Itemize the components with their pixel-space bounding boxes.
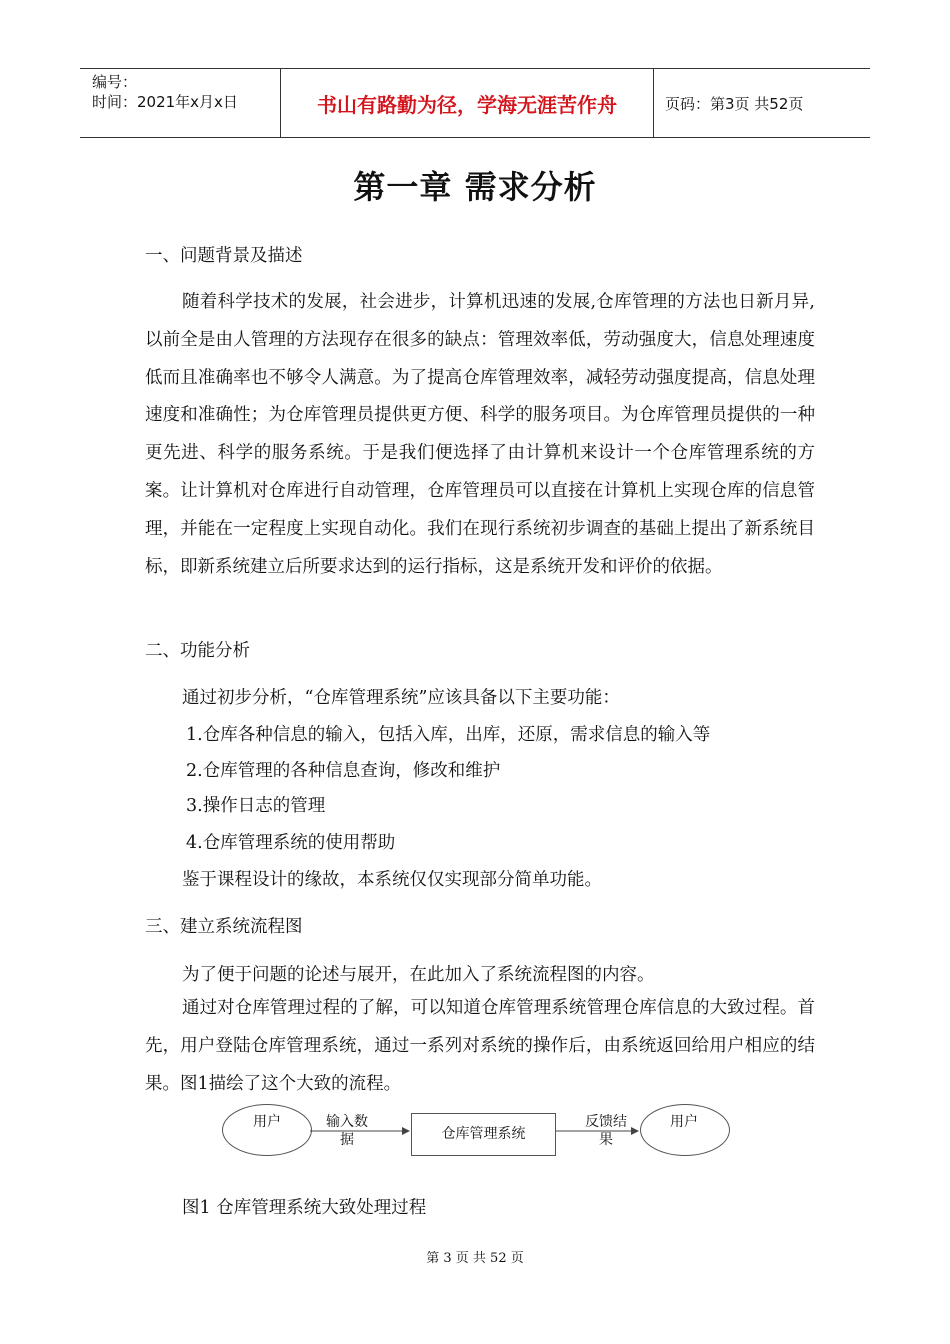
section-3-paragraph: 通过对仓库管理过程的了解，可以知道仓库管理系统管理仓库信息的大致过程。首先，用户登陆仓库管理系统，通过一系列对系统的操作后，由系统返回给用户相应的结果。图1描绘了这个大致的流程。	[145, 998, 815, 1094]
section-1-paragraph: 随着科学技术的发展，社会进步，计算机迅速的发展,仓库管理的方法也日新月异,以前全是由人管理的方法现存在很多的缺点：管理效率低，劳动强度大，信息处理速度低而且准确率也不够令人满意。为了提高仓库管理效率，减轻劳动强度提高，信息处理速度和准确性；为仓库管理员提供更方便、科学的服务项目。为仓库管理员提供的一种更先进、科学的服务系统。于是我们便选择了由计算机来设计一个仓库管理系统的方案。让计算机对仓库进行自动管理，仓库管理员可以直接在计算机上实现仓库的信息管理，并能在一定程度上实现自动化。我们在现行系统初步调查的基础上提出了新系统目标，即新系统建立后所要求达到的运行指标，这是系统开发和评价的依据。	[145, 292, 815, 577]
section-2-note: 鉴于课程设计的缘故，本系统仅仅实现部分简单功能。	[182, 870, 602, 890]
function-item-3: 3.操作日志的管理	[186, 796, 326, 816]
function-item-2: 2.仓库管理的各种信息查询，修改和维护	[186, 761, 501, 781]
section-1-heading: 一、问题背景及描述	[145, 246, 303, 266]
section-3-heading: 三、建立系统流程图	[145, 917, 303, 937]
chapter-title: 第一章 需求分析	[353, 168, 597, 206]
figure-caption: 图1 仓库管理系统大致处理过程	[182, 1198, 427, 1218]
function-item-4: 4.仓库管理系统的使用帮助	[186, 833, 396, 853]
input-label-line-1: 输入数	[326, 1114, 368, 1130]
section-3-line-1: 为了便于问题的论述与展开，在此加入了系统流程图的内容。	[182, 965, 655, 985]
function-item-1: 1.仓库各种信息的输入，包括入库，出库，还原，需求信息的输入等	[186, 725, 711, 745]
header-motto: 书山有路勤为径，学海无涯苦作舟	[317, 92, 617, 117]
input-label-line-2: 据	[340, 1132, 354, 1148]
arrow-input-head	[402, 1127, 410, 1135]
page-footer: 第 3 页 共 52 页	[426, 1251, 524, 1266]
section-2-heading: 二、功能分析	[145, 641, 250, 661]
time-label: 时间：2021年x月x日	[92, 93, 238, 111]
number-label: 编号：	[92, 73, 138, 91]
header-page-info: 页码：第3页 共52页	[665, 95, 804, 113]
feedback-label-line-1: 反馈结	[585, 1114, 627, 1130]
feedback-label-line-2: 果	[599, 1132, 613, 1148]
system-label: 仓库管理系统	[441, 1126, 526, 1142]
user-left-label: 用户	[253, 1114, 281, 1130]
section-2-intro: 通过初步分析，“仓库管理系统”应该具备以下主要功能：	[182, 688, 620, 708]
user-right-label: 用户	[670, 1114, 698, 1130]
